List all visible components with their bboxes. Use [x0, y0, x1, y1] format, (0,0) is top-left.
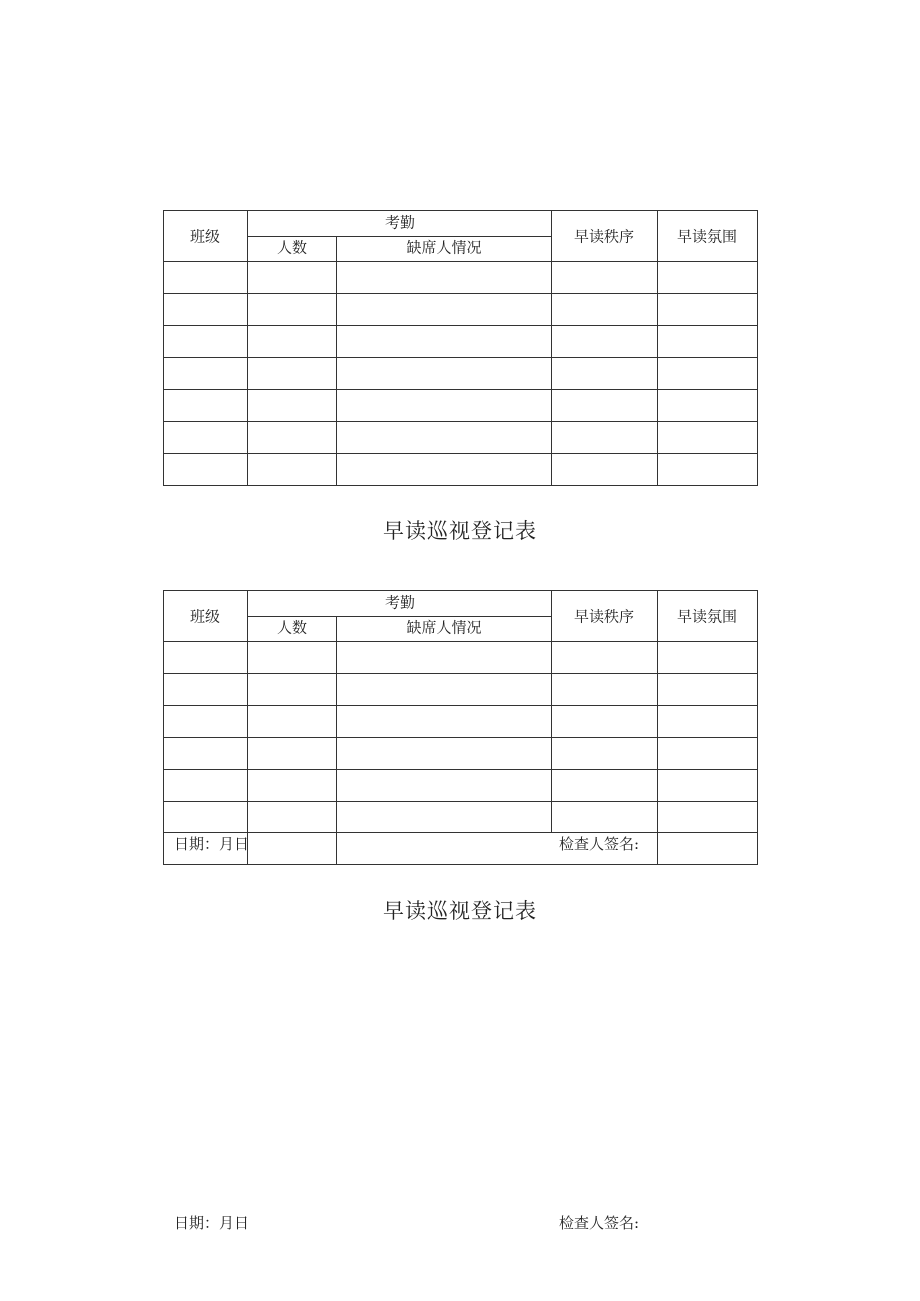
header-order: 早读秩序 [573, 227, 635, 246]
header-absentees: 缺席人情况 [406, 238, 482, 257]
header-order: 早读秩序 [573, 607, 635, 626]
header-count: 人数 [276, 238, 308, 257]
header-count: 人数 [276, 618, 308, 637]
form-title-1: 早读巡视登记表 [383, 519, 537, 543]
table-footer-inspector: 检查人签名: [559, 835, 640, 853]
page-footer-inspector: 检查人签名: [559, 1214, 640, 1232]
attendance-table-2 [163, 590, 758, 866]
attendance-table-1 [163, 210, 758, 486]
header-atmosphere: 早读氛围 [676, 607, 738, 626]
header-absentees: 缺席人情况 [406, 618, 482, 637]
header-attendance: 考勤 [384, 593, 416, 612]
header-attendance: 考勤 [384, 213, 416, 232]
header-class: 班级 [189, 227, 221, 246]
table-footer-date: 日期：月日 [174, 835, 250, 853]
form-title-2: 早读巡视登记表 [383, 899, 537, 923]
page-footer-date: 日期：月日 [174, 1214, 250, 1232]
header-class: 班级 [189, 607, 221, 626]
header-atmosphere: 早读氛围 [676, 227, 738, 246]
